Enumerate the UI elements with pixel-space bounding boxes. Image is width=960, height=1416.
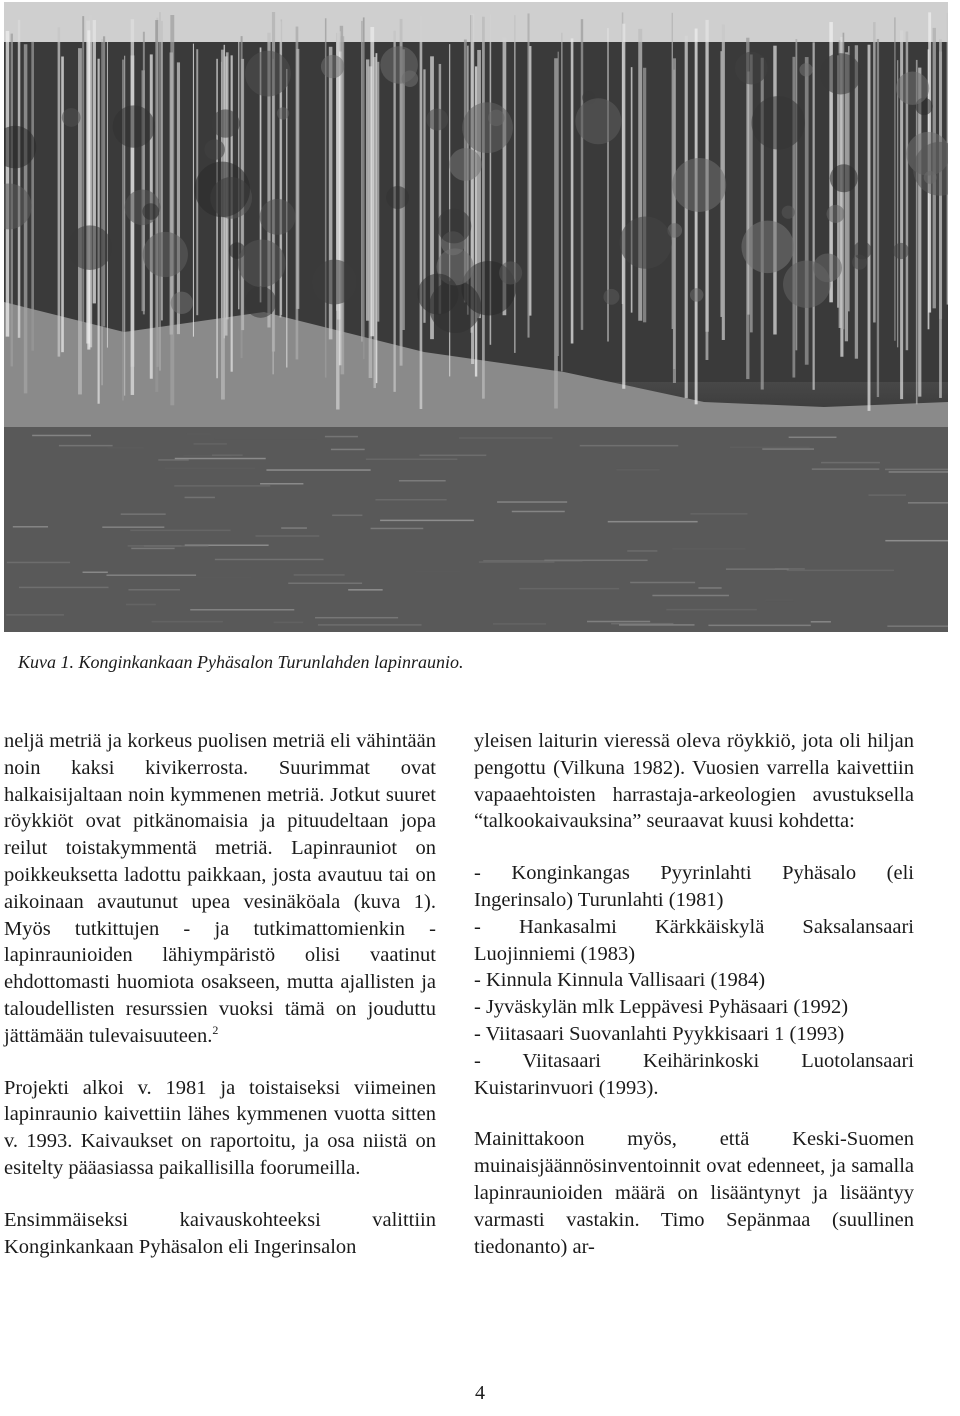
list-item: - Kinnula Kinnula Vallisaari (1984) [474, 969, 766, 992]
left-paragraph-2: Projekti alkoi v. 1981 ja toistaiseksi viimeinen lapinraunio kaivettiin lähes kymmenen vuotta sitten v. 1993. Kaivaukset on raportoitu, ja osa niistä on esitelty pääasiassa paikallisilla foorumeilla. [4, 1076, 436, 1179]
right-paragraph-2: Mainittakoon myös, että Keski-Suomen muinaisjäännösinventoinnit ovat edenneet, ja samalla lapinraunioiden määrä on lisääntynyt ja lisääntyy varmasti vastakin. Timo Sepänmaa (suullinen tiedonanto) ar- [474, 1128, 914, 1258]
forest-lake-icon [4, 2, 948, 632]
list-item: - Konginkangas Pyyrinlahti Pyhäsalo (eli Ingerinsalo) Turunlahti (1981) [474, 862, 914, 911]
left-paragraph-1: neljä metriä ja korkeus puolisen metriä eli vähintään noin kaksi kivikerrosta. Suurimmat ovat halkaisijaltaan noin kymmenen metriä. Jotkut suuret röykkiöt ovat pitkänomaisia ja pituudeltaan jopa reilut toistakymmentä metriä. Lapinrauniot on poikkeuksetta ladottu paikkaan, josta avautuu tai on aikoinaan avautunut upea vesinäköala (kuva 1). Myös tutkittujen - ja tutkimattomienkin - lapinraunioiden lähiympäristö olisi vaatinut ehdottomasti huomiota osakseen, mutta ajallisten ja taloudellisten resurssien vuoksi tämä on jouduttu jättämään tulevaisuuteen.$^2$ [4, 730, 436, 1047]
page-number: 4 [475, 1382, 485, 1404]
site-list [474, 860, 914, 1101]
list-item: - Viitasaari Suovanlahti Pyykkisaari 1 (1993) [474, 1022, 845, 1045]
right-column [474, 728, 914, 1260]
list-item: - Hankasalmi Kärkkäiskylä Saksalansaari Luojinniemi (1983) [474, 915, 914, 965]
list-item: - Jyväskylän mlk Leppävesi Pyhäsaari (1992) [474, 996, 849, 1019]
forest-lake-photo [4, 2, 948, 632]
footnote-marker: 2 [212, 1022, 219, 1037]
list-item: - Viitasaari Keihärinkoski Luotolansaari Kuistarinvuori (1993). [474, 1049, 914, 1099]
figure-caption: Kuva 1. Konginkankaan Pyhäsalon Turunlahden lapinraunio. [18, 652, 464, 672]
left-paragraph-3: Ensimmäiseksi kaivauskohteeksi valittiin Konginkankaan Pyhäsalon eli Ingerinsalon [4, 1208, 436, 1258]
right-paragraph-1: yleisen laiturin vieressä oleva röykkiö, jota oli hiljan pengottu (Vilkuna 1982). Vuosien varrella kaivettiin vapaaehtoisten harrastaja-arkeologien avustuksella “talkookaivauksina” seuraavat kuusi kohdetta: [474, 730, 914, 833]
left-column [4, 728, 436, 1260]
